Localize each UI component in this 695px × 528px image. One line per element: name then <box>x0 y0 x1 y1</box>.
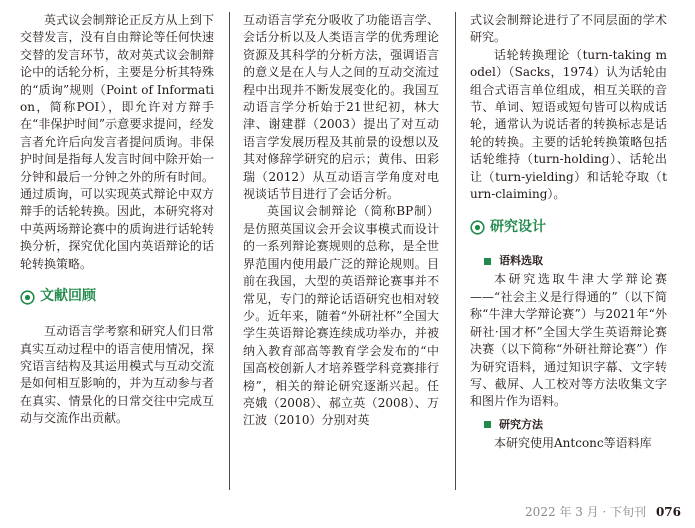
section-circle-icon <box>470 220 485 235</box>
subsection-heading-corpus <box>484 253 667 269</box>
column-2 <box>243 12 439 430</box>
page-number: 076 <box>655 505 681 519</box>
section-heading-research-design <box>470 217 667 237</box>
issue-date: 2022 年 3 月 · 下旬刊 <box>525 505 647 519</box>
paragraph: 英式议会制辩论正反方从上到下交替发言，没有自由辩论等任何快速交替的发言环节，故对英式议会制辩论中的话轮分析，主要是分析其特殊的“质询”规则（Point of Information，简称POI），即允许对方辩手在“非保护时间”示意要求提问，经发言者允许后向发言者提问质询。非保护时间是指每人发言时间中除开始一分钟和最后一分钟之外的所有时间。通过质询，可以实现英式辩论中双方辩手的话轮转换。因此，本研究将对中英两场辩论赛中的质询进行话轮转换分析，探究优化国内英语辩论的话轮转换策略。 <box>20 13 214 271</box>
paragraph: 话轮转换理论（turn-taking model）（Sacks，1974）认为话轮由组合式语言单位组成，相互关联的音节、单词、短语或短句皆可以构成话轮，通常认为说话者的转换标志是话轮的转换。主要的话轮转换策略包括话轮维持（turn-holding）、话轮出让（turn-yielding）和话轮夺取（turn-claiming）。 <box>470 47 667 202</box>
paragraph: 互动语言学充分吸收了功能语言学、会话分析以及人类语言学的优秀理论资源及其科学的分析方法，强调语言的意义是在人与人之间的互动交流过程中出现并不断发展变化的。我国互动语言学分析始于21世纪初，林大津、谢建群（2003）提出了对互动语言学发展历程及其前景的设想以及其对修辞学研究的启示；黄伟、田彩瑞（2012）从互动语言学角度对电视谈话节目进行了会话分析。 <box>243 13 439 202</box>
paragraph: 互动语言学考察和研究人们日常真实互动过程中的语言使用情况，探究语言结构及其运用模式与互动交流是如何相互影响的，并为互动参与者在真实、情景化的日常交往中完成互动与交流作出贡献。 <box>20 324 214 426</box>
paragraph: 式议会制辩论进行了不同层面的学术研究。 <box>470 13 667 45</box>
square-bullet-icon <box>484 258 491 265</box>
column-divider <box>455 12 456 490</box>
paragraph: 本研究选取牛津大学辩论赛——“社会主义是行得通的”（以下简称“牛津大学辩论赛”）与2021年“外研社·国才杯”全国大学生英语辩论赛决赛（以下简称“外研社辩论赛”）作为研究语料，通过知识字幕、文字转写、截屏、人工校对等方法收集文字和图片作为语料。 <box>470 272 667 409</box>
section-circle-icon <box>20 290 35 305</box>
paragraph: 本研究使用Antconc等语料库 <box>494 435 652 450</box>
section-title: 研究设计 <box>490 218 546 235</box>
column-1 <box>20 12 214 428</box>
subsection-title: 语料选取 <box>499 254 543 268</box>
column-divider <box>229 12 230 490</box>
paragraph: 英国议会制辩论（简称BP制）是仿照英国议会开会议事模式而设计的一系列辩论赛规则的总称，是全世界范围内使用最广泛的辩论规则。目前在我国，大型的英语辩论赛事并不常见，专门的辩论话语研究也相对较少。近年来，随着“外研社杯”全国大学生英语辩论赛连续成功举办，并被纳入教育部高等教育学会发布的“中国高校创新人才培养暨学科竞赛排行榜”，相关的辩论研究逐渐兴起。任亮娥（2008）、郝立英（2008）、万江波（2010）分别对英 <box>243 204 439 428</box>
subsection-heading-method <box>484 417 667 433</box>
subsection-title: 研究方法 <box>499 417 543 431</box>
page-footer <box>525 503 681 520</box>
section-title: 文献回顾 <box>40 288 96 305</box>
section-heading-literature-review <box>20 287 214 307</box>
column-3 <box>470 12 667 452</box>
square-bullet-icon <box>484 421 491 428</box>
